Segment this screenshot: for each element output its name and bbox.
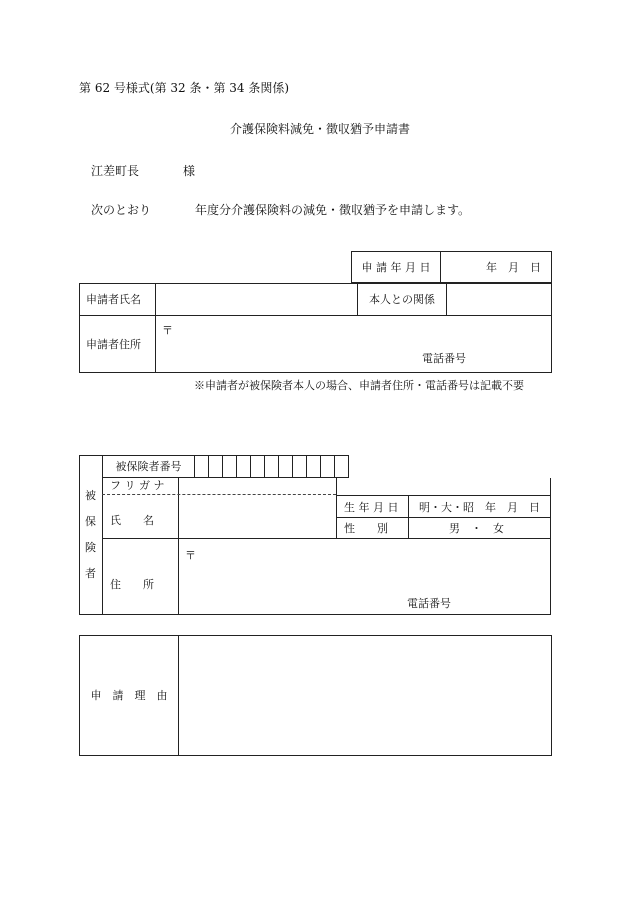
insured-name-field[interactable] xyxy=(179,495,336,538)
insured-phone-label: 電話番号 xyxy=(407,597,451,610)
insured-side-top xyxy=(80,456,103,478)
insured-number-digit[interactable] xyxy=(279,456,293,478)
insured-side-column xyxy=(80,478,103,614)
intro-prefix: 次のとおり xyxy=(91,203,152,217)
fiscal-year-field[interactable] xyxy=(150,200,192,218)
reason-field[interactable] xyxy=(179,636,552,756)
gender-field[interactable]: 男 ・ 女 xyxy=(449,522,504,535)
form-title: 介護保険料減免・徴収猶予申請書 xyxy=(230,122,411,136)
insured-number-digit[interactable] xyxy=(335,456,349,478)
reason-label: 申 請 理 由 xyxy=(80,636,179,756)
application-date-table xyxy=(351,251,552,283)
insured-side-char: 者 xyxy=(85,567,96,580)
furigana-label: フ リ ガ ナ xyxy=(110,479,165,492)
relation-label: 本人との関係 xyxy=(358,284,447,316)
insured-number-digit[interactable] xyxy=(293,456,307,478)
form-number: 第 62 号様式(第 32 条・第 34 条関係) xyxy=(79,81,290,95)
intro-suffix: 年度分介護保険料の減免・徴収猶予を申請します。 xyxy=(195,203,471,217)
applicant-table xyxy=(79,283,552,373)
applicant-address-field[interactable] xyxy=(156,316,552,373)
insured-block xyxy=(79,478,551,615)
insured-number-digit[interactable] xyxy=(251,456,265,478)
insured-number-label: 被保険者番号 xyxy=(103,456,195,478)
relation-field[interactable] xyxy=(447,284,552,316)
insured-number-digit[interactable] xyxy=(265,456,279,478)
insured-name-label: 氏 名 xyxy=(110,514,154,527)
applicant-address-label: 申請者住所 xyxy=(80,316,156,373)
application-date-field[interactable]: 年 月 日 xyxy=(441,252,552,283)
addressee: 江差町長 xyxy=(91,164,140,178)
applicant-postal-mark: 〒 xyxy=(162,324,173,337)
applicant-phone-label: 電話番号 xyxy=(422,352,466,365)
reason-table xyxy=(79,635,552,756)
applicant-note: ※申請者が被保険者本人の場合、申請者住所・電話番号は記載不要 xyxy=(194,379,524,392)
birth-label: 生 年 月 日 xyxy=(344,501,399,514)
insured-address-label: 住 所 xyxy=(110,578,154,591)
insured-number-digit[interactable] xyxy=(307,456,321,478)
insured-number-digit[interactable] xyxy=(237,456,251,478)
gender-label: 性 別 xyxy=(344,522,388,535)
application-date-label: 申 請 年 月 日 xyxy=(352,252,441,283)
applicant-name-field[interactable] xyxy=(156,284,358,316)
honorific: 様 xyxy=(183,164,196,178)
insured-number-digit[interactable] xyxy=(195,456,209,478)
insured-number-digit[interactable] xyxy=(223,456,237,478)
birth-gender-block xyxy=(336,495,551,538)
furigana-field[interactable] xyxy=(179,478,336,494)
insured-number-table xyxy=(79,455,349,478)
insured-address-field[interactable] xyxy=(179,539,551,614)
furigana-right-border xyxy=(336,477,337,495)
insured-side-char: 被 xyxy=(85,489,96,502)
insured-side-char: 険 xyxy=(85,541,96,554)
insured-number-digit[interactable] xyxy=(209,456,223,478)
insured-postal-mark: 〒 xyxy=(185,549,196,562)
insured-side-char: 保 xyxy=(85,515,96,528)
applicant-name-label: 申請者氏名 xyxy=(80,284,156,316)
birth-field[interactable]: 明・大・昭 年 月 日 xyxy=(419,501,540,514)
birth-gender-row-divider xyxy=(337,517,551,518)
insured-number-digit[interactable] xyxy=(321,456,335,478)
